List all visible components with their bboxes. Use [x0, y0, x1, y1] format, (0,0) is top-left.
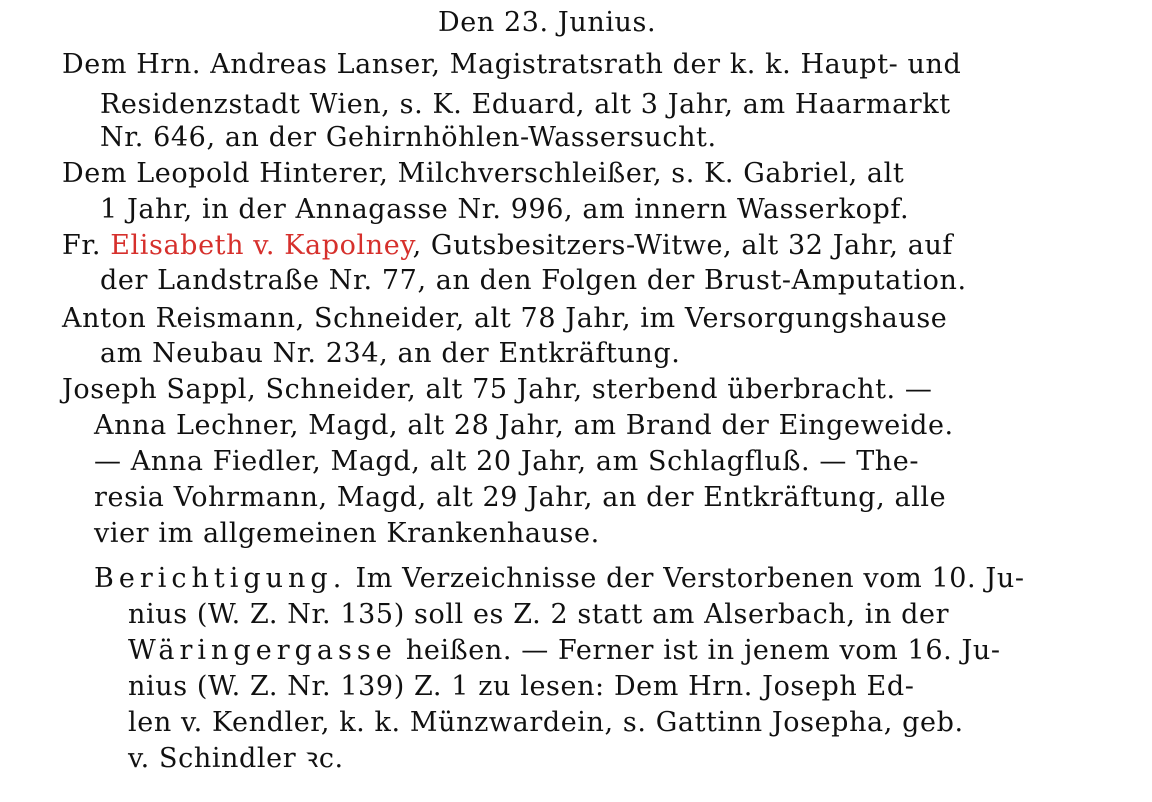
entry-4-line-1: Anton Reismann, Schneider, alt 78 Jahr, im Versorgungshause	[62, 303, 948, 334]
page-heading: Den 23. Junius.	[438, 7, 657, 38]
entry-5-line-2: Anna Lechner, Magd, alt 28 Jahr, am Brand der Eingeweide.	[94, 410, 954, 441]
correction-line-5: len v. Kendler, k. k. Münzwardein, s. Gattinn Josepha, geb.	[128, 707, 964, 738]
entry-3-line-2: der Landstraße Nr. 77, an den Folgen der Brust-Amputation.	[100, 265, 967, 296]
entry-3-line-1-rest: , Gutsbesitzers-Witwe, alt 32 Jahr, auf	[412, 230, 954, 261]
entry-5-line-1: Joseph Sappl, Schneider, alt 75 Jahr, sterbend überbracht. —	[62, 374, 933, 405]
correction-line-2: nius (W. Z. Nr. 135) soll es Z. 2 statt am Alserbach, in der	[128, 599, 950, 630]
street-name-spaced: Wäringergasse	[128, 635, 397, 666]
entry-3-prefix: Fr.	[62, 230, 111, 261]
entry-1-line-2: Residenzstadt Wien, s. K. Eduard, alt 3 Jahr, am Haarmarkt	[100, 89, 951, 120]
correction-line-1	[94, 562, 1025, 596]
entry-5-line-3: — Anna Fiedler, Magd, alt 20 Jahr, am Schlagfluß. — The-	[94, 446, 920, 477]
entry-2-line-1: Dem Leopold Hinterer, Milchverschleißer, s. K. Gabriel, alt	[62, 158, 905, 189]
entry-1-line-3: Nr. 646, an der Gehirnhöhlen-Wassersucht.	[100, 122, 717, 153]
correction-line-6: v. Schindler ꝛc.	[128, 743, 344, 774]
entry-4-line-2: am Neubau Nr. 234, an der Entkräftung.	[100, 338, 681, 369]
correction-line-4: nius (W. Z. Nr. 139) Z. 1 zu lesen: Dem Hrn. Joseph Ed-	[128, 671, 915, 702]
entry-3-line-1	[62, 229, 953, 263]
correction-line-3	[128, 634, 1001, 668]
correction-line-1-rest: Im Verzeichnisse der Verstorbenen vom 10. Ju-	[346, 563, 1025, 594]
highlighted-name: Elisabeth v. Kapolney	[110, 230, 413, 261]
entry-2-line-2: 1 Jahr, in der Annagasse Nr. 996, am innern Wasserkopf.	[100, 194, 910, 225]
entry-5-line-5: vier im allgemeinen Krankenhause.	[94, 518, 600, 549]
entry-1-line-1: Dem Hrn. Andreas Lanser, Magistratsrath der k. k. Haupt- und	[62, 49, 962, 80]
correction-line-3-rest: heißen. — Ferner ist in jenem vom 16. Ju-	[396, 635, 1001, 666]
correction-label: Berichtigung.	[94, 563, 347, 594]
entry-5-line-4: resia Vohrmann, Magd, alt 29 Jahr, an der Entkräftung, alle	[94, 482, 947, 513]
